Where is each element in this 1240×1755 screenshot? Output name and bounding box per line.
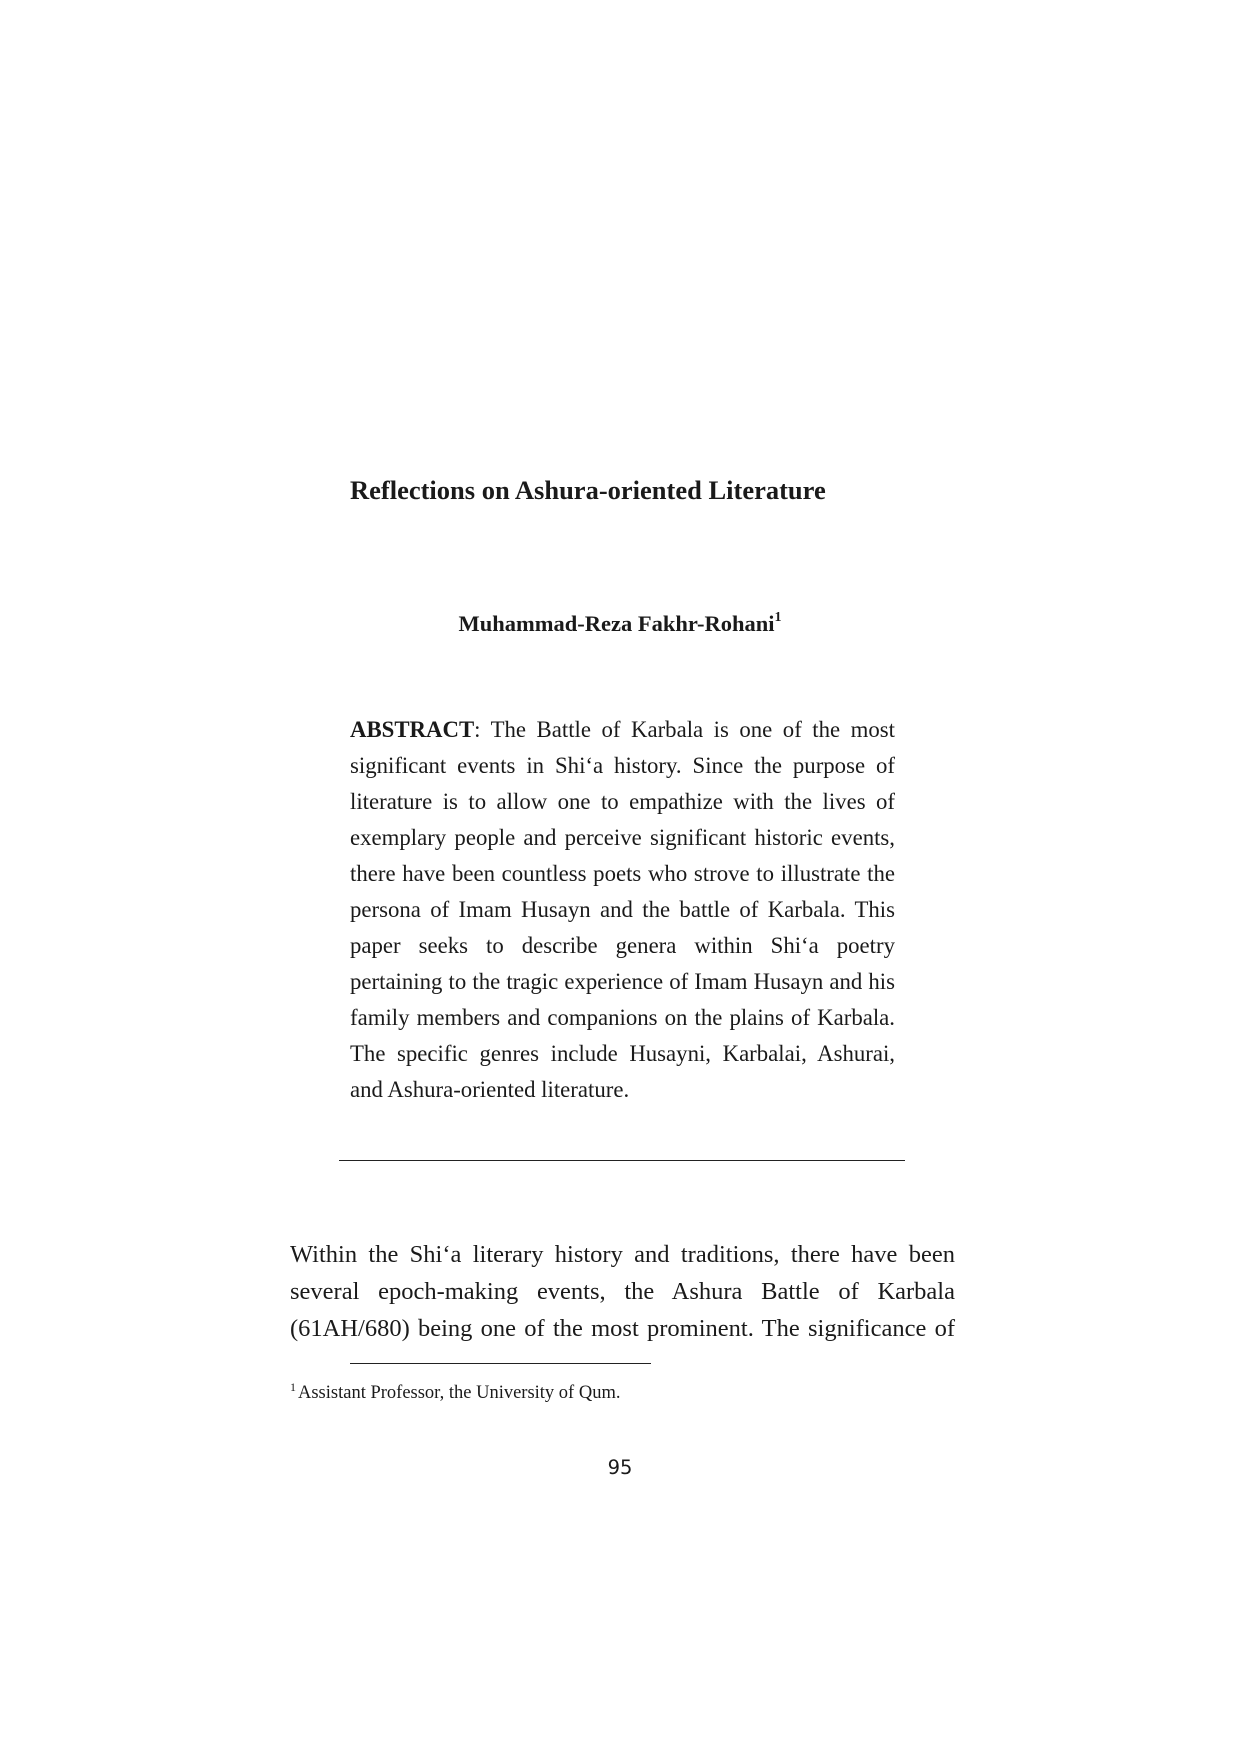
- page-number: 95: [607, 1456, 633, 1479]
- footnote-text: Assistant Professor, the University of Qum.: [298, 1383, 621, 1403]
- article-title: Reflections on Ashura-oriented Literature: [350, 475, 826, 505]
- author-name-text: Muhammad-Reza Fakhr-Rohani: [458, 611, 775, 636]
- author-name: [0, 598, 1240, 644]
- body-paragraph: Within the Shi‘a literary history and traditions, there have been several epoch-making events, the Ashura Battle of Karbala (61AH/680) being one of the most prominent. The significance of: [290, 1241, 955, 1342]
- abstract-text: : The Battle of Karbala is one of the most significant events in Shi‘a history. Since the purpose of literature is to allow one to empathize with the lives of exemplary people and perceive significant historic events, there have been countless poets who strove to illustrate the persona of Imam Husayn and the battle of Karbala. This paper seeks to describe genera within Shi‘a poetry pertaining to the tragic experience of Imam Husayn and his family members and companions on the plains of Karbala. The specific genres include Husayni, Karbalai, Ashurai, and Ashura-oriented literature.: [350, 717, 895, 1102]
- section-divider: [339, 1160, 905, 1161]
- footnote-separator: [350, 1363, 651, 1364]
- footnote-marker: 1: [290, 1380, 296, 1394]
- abstract: [350, 712, 895, 1108]
- footnote: [290, 1373, 950, 1407]
- abstract-label: ABSTRACT: [350, 717, 475, 742]
- author-footnote-marker: 1: [774, 610, 782, 625]
